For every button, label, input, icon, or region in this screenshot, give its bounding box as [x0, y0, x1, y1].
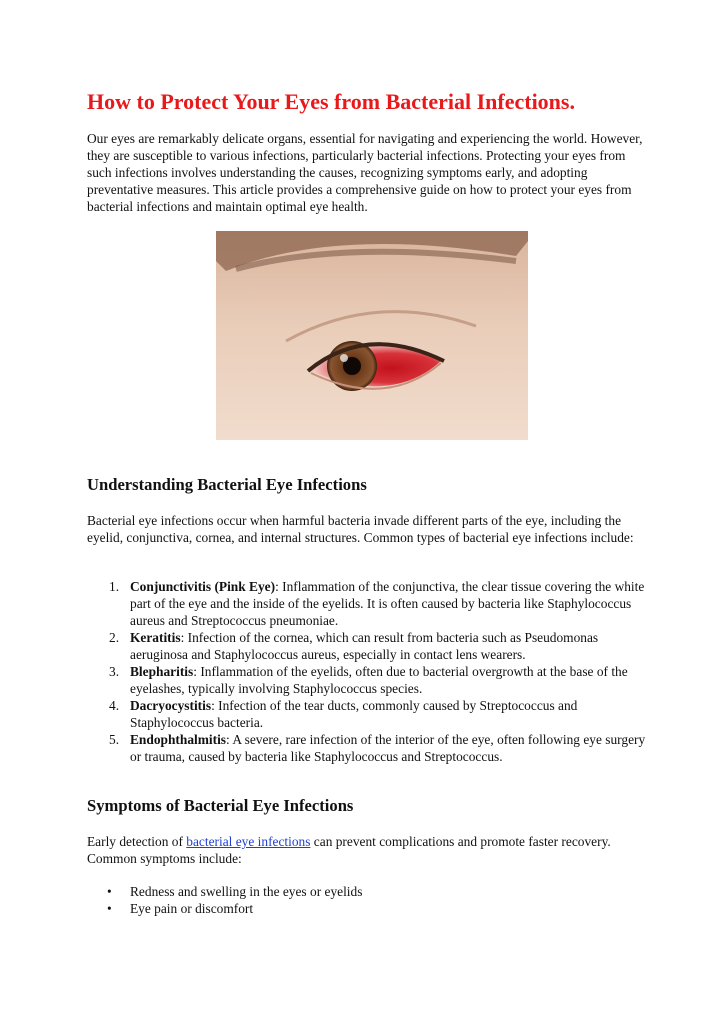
list-number: 1.: [109, 579, 120, 594]
bullet-icon: •: [107, 901, 112, 916]
symptoms-list: [87, 883, 647, 917]
symptom-text: Redness and swelling in the eyes or eyelids: [130, 884, 363, 899]
intro-paragraph: Our eyes are remarkably delicate organs, essential for navigating and experiencing the world. However, they are susceptible to various infections, particularly bacterial infections. Protecting your eyes from such infections involves understanding the causes, recognizing symptoms early, and adopting preventative measures. This article provides a comprehensive guide on how to protect your eyes from bacterial infections and maintain optimal eye health.: [87, 131, 643, 214]
term: Keratitis: [130, 630, 181, 645]
definition: : Infection of the tear ducts, commonly caused by Streptococcus and Staphylococcus bacteria.: [130, 698, 578, 730]
paragraph-text-after: can prevent complications and promote faster recovery. Common symptoms include:: [87, 834, 611, 866]
term: Endophthalmitis: [130, 732, 227, 747]
section-heading-understanding: Understanding Bacterial Eye Infections: [87, 475, 367, 494]
definition: : Infection of the cornea, which can result from bacteria such as Pseudomonas aeruginosa and Staphylococcus aureus, especially in contact lens wearers.: [130, 630, 599, 662]
understanding-paragraph: Bacterial eye infections occur when harmful bacteria invade different parts of the eye, including the eyelid, conjunctiva, cornea, and internal structures. Common types of bacterial eye infections include:: [87, 513, 634, 545]
symptoms-paragraph: [87, 833, 647, 867]
list-item: [87, 629, 647, 663]
bullet-icon: •: [107, 884, 112, 899]
list-item: [87, 731, 647, 765]
term: Conjunctivitis (Pink Eye): [130, 579, 276, 594]
list-number: 2.: [109, 630, 120, 645]
page-title: How to Protect Your Eyes from Bacterial Infections.: [87, 89, 575, 114]
bacterial-eye-infections-link[interactable]: bacterial eye infections: [186, 834, 311, 849]
term: Dacryocystitis: [130, 698, 212, 713]
list-item: [87, 578, 647, 629]
definition: : A severe, rare infection of the interior of the eye, often following eye surgery or trauma, caused by bacteria like Staphylococcus and Streptococcus.: [130, 732, 646, 764]
list-item: [87, 883, 647, 900]
list-item: [87, 900, 647, 917]
list-number: 3.: [109, 664, 120, 679]
section-heading-symptoms: Symptoms of Bacterial Eye Infections: [87, 796, 354, 815]
paragraph-text-before: Early detection of: [87, 834, 187, 849]
symptom-text: Eye pain or discomfort: [130, 901, 254, 916]
list-number: 4.: [109, 698, 120, 713]
definition: : Inflammation of the eyelids, often due to bacterial overgrowth at the base of the eyelashes, typically involving Staphylococcus species.: [130, 664, 628, 696]
list-item: [87, 697, 647, 731]
definition: : Inflammation of the conjunctiva, the clear tissue covering the white part of the eye and the inside of the eyelids. It is often caused by bacteria like Staphylococcus aureus and Streptococcus pneumoniae.: [130, 579, 645, 628]
term: Blepharitis: [130, 664, 194, 679]
infection-types-list: [87, 578, 647, 765]
list-number: 5.: [109, 732, 120, 747]
red-eye-photo: [216, 231, 528, 440]
list-item: [87, 663, 647, 697]
